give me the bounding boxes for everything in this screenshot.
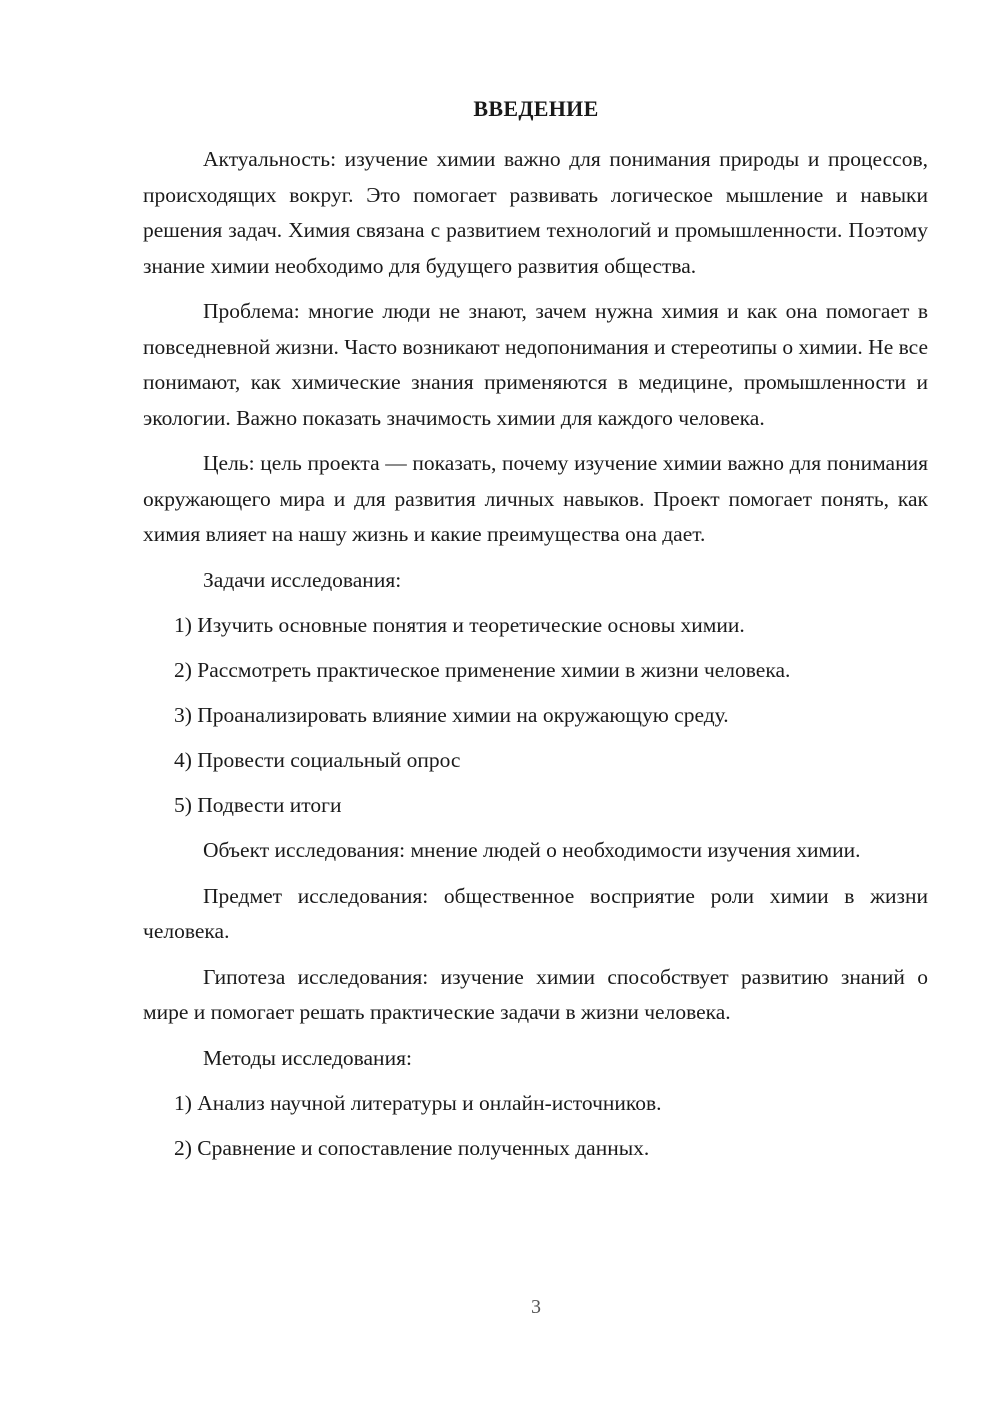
list-item: 1) Анализ научной литературы и онлайн-источников.: [174, 1091, 662, 1115]
tasks-heading: Задачи исследования:: [203, 567, 402, 592]
list-item: 4) Провести социальный опрос: [174, 748, 461, 772]
list-item: 2) Сравнение и сопоставление полученных данных.: [174, 1136, 650, 1160]
list-item: 2) Рассмотреть практическое применение химии в жизни человека.: [174, 658, 791, 682]
list-item: 5) Подвести итоги: [174, 793, 342, 817]
list-item: 1) Изучить основные понятия и теоретические основы химии.: [174, 613, 745, 637]
object-paragraph: Объект исследования: мнение людей о необходимости изучения химии.: [203, 838, 861, 862]
hypothesis-paragraph: Гипотеза исследования: изучение химии способствует развитию знаний о мире и помогает решать практические задачи в жизни человека.: [143, 964, 928, 1024]
page-title: ВВЕДЕНИЕ: [473, 96, 599, 121]
methods-heading: Методы исследования:: [203, 1045, 412, 1070]
relevance-paragraph: Актуальность: изучение химии важно для понимания природы и процессов, происходящих вокруг. Это помогает развивать логическое мышление и навыки решения задач. Химия связана с развитием технологий и промышленности. Поэтому знание химии необходимо для будущего развития общества.: [143, 147, 928, 278]
goal-paragraph: Цель: цель проекта — показать, почему изучение химии важно для понимания окружающего мира и для развития личных навыков. Проект помогает понять, как химия влияет на нашу жизнь и какие преимущества она дает.: [143, 451, 928, 546]
problem-paragraph: Проблема: многие люди не знают, зачем нужна химия и как она помогает в повседневной жизни. Часто возникают недопонимания и стереотипы о химии. Не все понимают, как химические знания применяются в медицине, промышленности и экологии. Важно показать значимость химии для каждого человека.: [143, 299, 928, 430]
tasks-list: [143, 608, 928, 824]
methods-list: [143, 1086, 928, 1167]
list-item: 3) Проанализировать влияние химии на окружающую среду.: [174, 703, 729, 727]
document-body: [143, 142, 928, 1176]
page-number: 3: [531, 1296, 541, 1318]
subject-paragraph: Предмет исследования: общественное восприятие роли химии в жизни человека.: [143, 883, 928, 943]
